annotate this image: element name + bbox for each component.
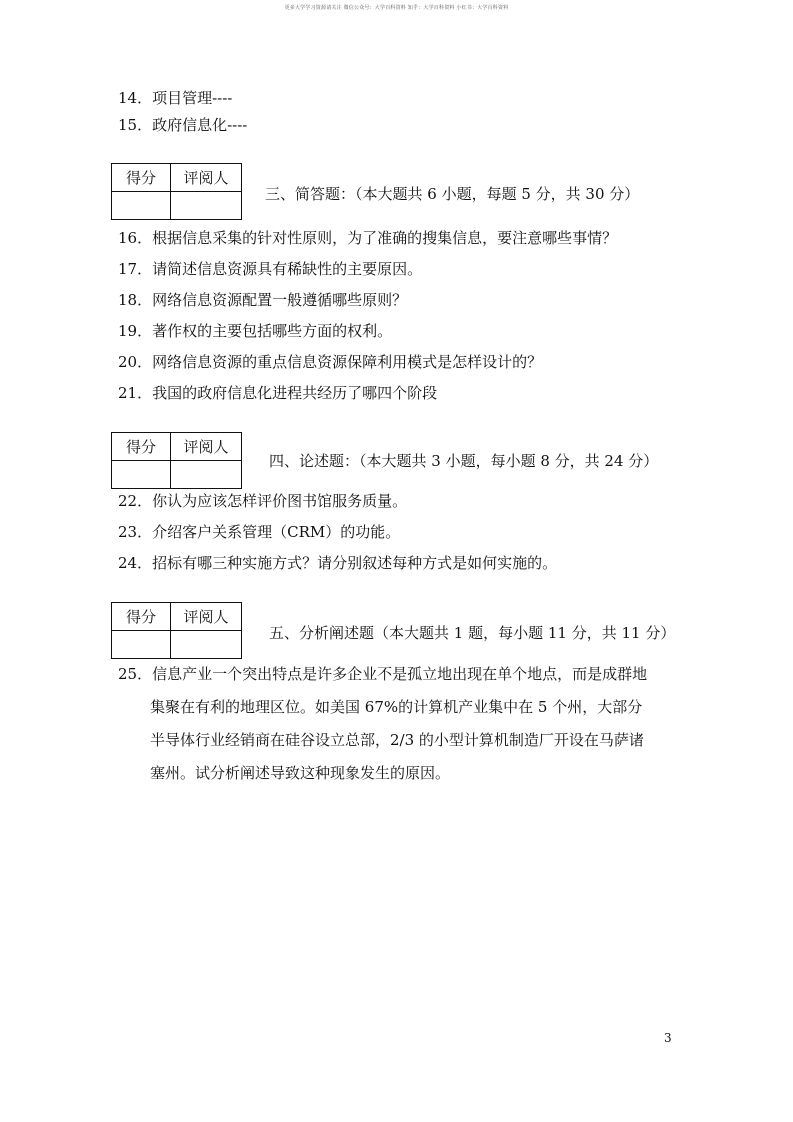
reviewer-label: 评阅人 — [171, 164, 242, 192]
score-box-section-3 — [111, 163, 242, 220]
question-14: 14．项目管理---- — [118, 89, 233, 107]
reviewer-cell — [171, 461, 242, 489]
page-number: 3 — [664, 1031, 672, 1045]
score-label: 得分 — [112, 164, 171, 192]
score-label: 得分 — [112, 603, 171, 631]
question-15: 15．政府信息化---- — [118, 116, 248, 134]
reviewer-label: 评阅人 — [171, 603, 242, 631]
question-16: 16．根据信息采集的针对性原则，为了准确的搜集信息，要注意哪些事情？ — [118, 229, 618, 247]
score-box-section-5 — [111, 602, 242, 659]
question-23: 23．介绍客户关系管理（CRM）的功能。 — [118, 523, 401, 541]
score-box-section-4 — [111, 432, 242, 489]
question-19: 19．著作权的主要包括哪些方面的权利。 — [118, 322, 393, 340]
reviewer-cell — [171, 631, 242, 659]
question-25-line-2: 集聚在有利的地理区位。如美国 67%的计算机产业集中在 5 个州，大部分 — [150, 698, 643, 716]
question-25-line-3: 半导体行业经销商在硅谷设立总部，2/3 的小型计算机制造厂开设在马萨诸 — [150, 731, 644, 749]
question-25 — [118, 658, 683, 790]
score-label: 得分 — [112, 433, 171, 461]
score-cell — [112, 631, 171, 659]
question-17: 17．请简述信息资源具有稀缺性的主要原因。 — [118, 260, 423, 278]
question-25-line-4: 塞州。试分析阐述导致这种现象发生的原因。 — [150, 764, 451, 782]
score-cell — [112, 192, 171, 220]
section-4-title: 四、论述题：（本大题共 3 小题，每小题 8 分，共 24 分） — [269, 452, 659, 470]
reviewer-label: 评阅人 — [171, 433, 242, 461]
question-18: 18．网络信息资源配置一般遵循哪些原则？ — [118, 291, 408, 309]
question-24: 24．招标有哪三种实施方式？请分别叙述每种方式是如何实施的。 — [118, 554, 558, 572]
header-note: 更多大学学习资源请关注 微信公众号：大学百科资料 知乎：大学百科资料 小红书：大学百科资料 — [284, 5, 509, 11]
question-25-line-1: 25．信息产业一个突出特点是许多企业不是孤立地出现在单个地点，而是成群地 — [118, 665, 648, 683]
section-5-title: 五、分析阐述题（本大题共 1 题，每小题 11 分，共 11 分） — [269, 624, 676, 642]
question-21: 21．我国的政府信息化进程共经历了哪四个阶段 — [118, 384, 438, 402]
score-cell — [112, 461, 171, 489]
question-22: 22．你认为应该怎样评价图书馆服务质量。 — [118, 492, 408, 510]
question-20: 20．网络信息资源的重点信息资源保障利用模式是怎样设计的？ — [118, 353, 543, 371]
reviewer-cell — [171, 192, 242, 220]
section-3-title: 三、简答题：（本大题共 6 小题，每题 5 分，共 30 分） — [265, 185, 640, 203]
